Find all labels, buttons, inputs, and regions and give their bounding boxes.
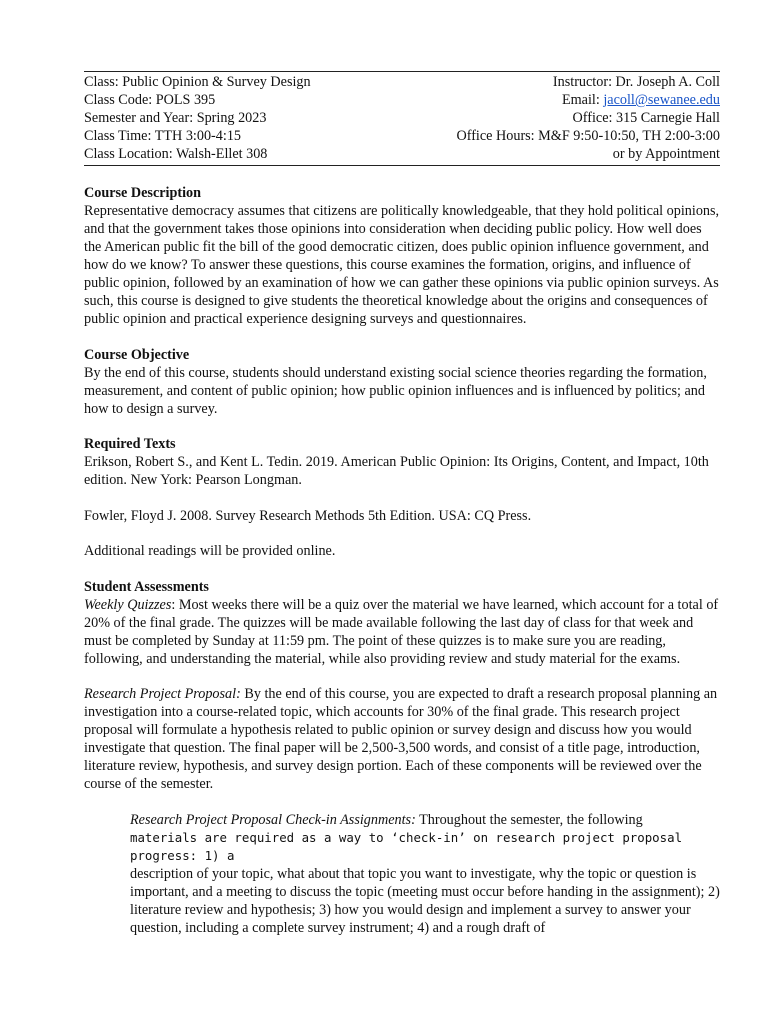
checkin-label: Research Project Proposal Check-in Assignments:: [130, 811, 416, 828]
research-proposal-paragraph: [84, 685, 720, 793]
header-top-rule: [84, 71, 720, 72]
course-objective-heading: Course Objective: [84, 346, 190, 363]
weekly-quizzes-paragraph: [84, 596, 720, 668]
course-description-text: Representative democracy assumes that citizens are politically knowledgeable, that they hold political opinions, and that the government takes those opinions into consideration when deciding public policy. How well does the American public fit the bill of the good democratic citizen, does public opinion influence government, and how do we know? To answer these questions, this course examines the formation, origins, and influence of public opinion, followed by an examination of how we can gather these opinions via public opinion surveys. As such, this course is designed to give students the theoretical knowledge about the origins and consequences of public opinion and practical experience designing surveys and questionnaires.: [84, 203, 720, 327]
student-assessments-heading: Student Assessments: [84, 578, 209, 595]
checkin-text-mono: materials are required as a way to ‘check-in’ on research project proposal progress: 1) a: [130, 829, 683, 863]
header-row-3: [84, 109, 720, 127]
email-line: [562, 91, 720, 109]
syllabus-body: [84, 184, 720, 937]
checkin-paragraph: [130, 811, 720, 937]
header-row-1: [84, 73, 720, 91]
class-location: Class Location: Walsh-Ellet 308: [84, 146, 268, 162]
checkin-text-2: description of your topic, what about that topic you want to investigate, why the topic or question is important, and a meeting to discuss the topic (meeting must occur before handing in the assignment); 2) literature review and hypothesis; 3) how you would design and implement a survey to answer your question, including a complete survey instrument; 4) and a rough draft of: [130, 865, 720, 936]
class-time: Class Time: TTH 3:00-4:15: [84, 128, 242, 144]
research-proposal-label: Research Project Proposal:: [84, 686, 241, 702]
course-objective-text: By the end of this course, students should understand existing social science theories regarding the formation, measurement, and content of public opinion; how public opinion influences and is influenced by politics; and how to design a survey.: [84, 364, 707, 417]
office-hours: Office Hours: M&F 9:50-10:50, TH 2:00-3:00: [456, 128, 720, 144]
class-code: Class Code: POLS 395: [84, 92, 216, 108]
syllabus-header: [84, 73, 720, 163]
semester-year: Semester and Year: Spring 2023: [84, 110, 267, 126]
email-label: Email:: [561, 92, 604, 108]
weekly-quizzes-label: Weekly Quizzes: [84, 596, 172, 613]
research-proposal-text: By the end of this course, you are expected to draft a research proposal planning an investigation into a course-related topic, which accounts for 30% of the final grade. This research project proposal will formulate a hypothesis related to public opinion or survey design and discuss how you would investigate that question. The final paper will be 2,500-3,500 words, and consist of a title page, introduction, literature review, hypothesis, and survey design portion. Each of these components will be reviewed over the course of the semester.: [84, 686, 718, 792]
header-bottom-rule: [84, 165, 720, 166]
class-title: Class: Public Opinion & Survey Design: [84, 74, 311, 90]
email-link[interactable]: jacoll@sewanee.edu: [603, 92, 720, 108]
office: Office: 315 Carnegie Hall: [572, 110, 720, 126]
course-description-heading: Course Description: [84, 185, 202, 201]
instructor: Instructor: Dr. Joseph A. Coll: [552, 74, 720, 90]
required-texts-heading: Required Texts: [84, 436, 176, 452]
header-row-4: [84, 127, 720, 145]
required-text-3: Additional readings will be provided online.: [84, 543, 336, 559]
header-row-5: [84, 145, 720, 163]
appointment-note: or by Appointment: [612, 146, 720, 162]
required-text-2: Fowler, Floyd J. 2008. Survey Research Methods 5th Edition. USA: CQ Press.: [84, 507, 532, 524]
required-text-1: Erikson, Robert S., and Kent L. Tedin. 2019. American Public Opinion: Its Origins, Content, and Impact, 10th edition. New York: Pearson Longman.: [84, 454, 709, 488]
weekly-quizzes-text: : Most weeks there will be a quiz over the material we have learned, which account for a total of 20% of the final grade. The quizzes will be made available following the last day of class for that week and must be completed by Sunday at 11:59 pm. The point of these quizzes is to make sure you are reading, following, and understanding the material, while also providing review and study material for the exams.: [84, 596, 719, 667]
checkin-text-1: Throughout the semester, the following: [415, 811, 643, 828]
header-row-2: [84, 91, 720, 109]
